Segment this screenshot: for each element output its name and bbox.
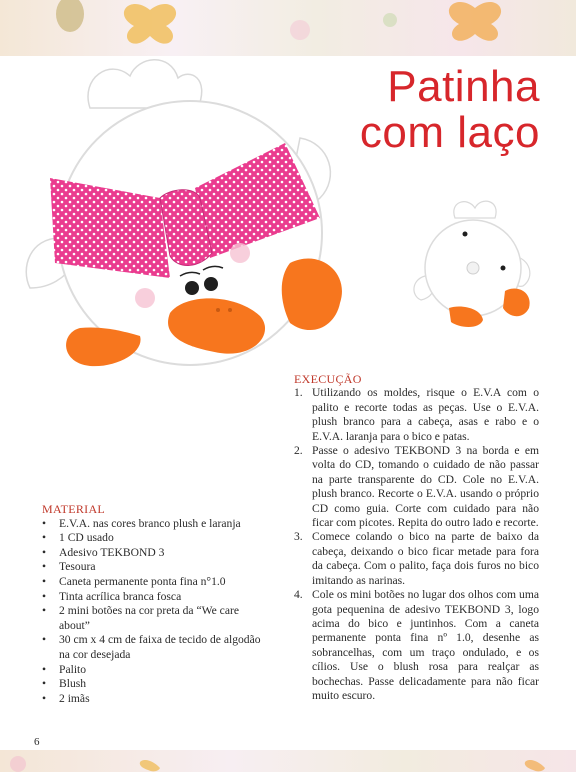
balloon-illustration bbox=[56, 0, 84, 32]
bottom-decorative-band bbox=[0, 750, 576, 772]
material-item: • Blush bbox=[42, 677, 272, 692]
execution-step bbox=[294, 444, 539, 530]
step-text: Utilizando os moldes, risque o E.V.A com o palito e recorte todas as peças. Use o E.V.A. plush branco para a cabeça, asas e rabo e o E.V.A. laranja para o bico e patas. bbox=[312, 386, 539, 443]
execution-step bbox=[294, 588, 539, 703]
step-number: 3. bbox=[294, 530, 303, 544]
butterfly-illustration bbox=[449, 2, 501, 41]
material-item: • Caneta permanente ponta fina n°1.0 bbox=[42, 575, 272, 590]
page-title bbox=[340, 64, 540, 156]
duck-craft-front-illustration bbox=[20, 48, 360, 378]
butterfly-illustration bbox=[124, 4, 176, 44]
flower-illustration bbox=[290, 20, 310, 40]
page-number: 6 bbox=[34, 736, 40, 748]
material-item: • Adesivo TEKBOND 3 bbox=[42, 546, 272, 561]
execution-heading: EXECUÇÃO bbox=[294, 372, 362, 386]
material-item: • 2 mini botões na cor preta da “We care about” bbox=[42, 604, 272, 633]
step-text: Cole os mini botões no lugar dos olhos com uma gota pequenina de adesivo TEKBOND 3, logo acima do bico e juntinhos. Com a caneta permanente ponta fina nº 1.0, desenhe as sobrancelhas, com um traço ondulado, e os cílios. Use o blush rosa para realçar as bochechas. Passe delicadamente para não ficar muito escuro. bbox=[312, 588, 539, 702]
step-text: Passe o adesivo TEKBOND 3 na borda e em volta do CD, tomando o cuidado de não passar na parte transparente do CD. Cole no E.V.A. plush branco. Recorte o E.V.A. usando o próprio CD como guia. Corte com cuidado para não ficar com picotes. Repita do outro lado e recorte. bbox=[312, 444, 539, 530]
flower-illustration bbox=[10, 756, 26, 772]
execution-section bbox=[294, 372, 539, 703]
materials-heading: MATERIAL bbox=[42, 502, 106, 516]
material-item: • Palito bbox=[42, 663, 272, 678]
butterfly-illustration bbox=[525, 760, 545, 771]
execution-steps-list bbox=[294, 386, 539, 703]
butterfly-illustration bbox=[140, 760, 160, 771]
material-item: • 2 imãs bbox=[42, 692, 272, 707]
step-number: 2. bbox=[294, 444, 303, 458]
execution-step bbox=[294, 386, 539, 444]
title-line-2: com laço bbox=[359, 108, 540, 157]
material-item: • Tesoura bbox=[42, 560, 272, 575]
step-number: 1. bbox=[294, 386, 303, 400]
flower-illustration bbox=[383, 13, 397, 27]
execution-step bbox=[294, 530, 539, 588]
material-item: • E.V.A. nas cores branco plush e laranja bbox=[42, 517, 272, 532]
materials-list bbox=[42, 517, 272, 707]
material-item: • Tinta acrílica branca fosca bbox=[42, 590, 272, 605]
material-item: • 30 cm x 4 cm de faixa de tecido de algodão na cor desejada bbox=[42, 633, 272, 662]
step-number: 4. bbox=[294, 588, 303, 602]
materials-section bbox=[42, 502, 272, 706]
title-line-1: Patinha bbox=[387, 62, 540, 111]
step-text: Comece colando o bico na parte de baixo da cabeça, deixando o bico ficar metade para fora da cabeça. Com o palito, faça dois furos no bico imitando as narinas. bbox=[312, 530, 539, 587]
material-item: • 1 CD usado bbox=[42, 531, 272, 546]
duck-craft-back-illustration bbox=[405, 196, 545, 336]
